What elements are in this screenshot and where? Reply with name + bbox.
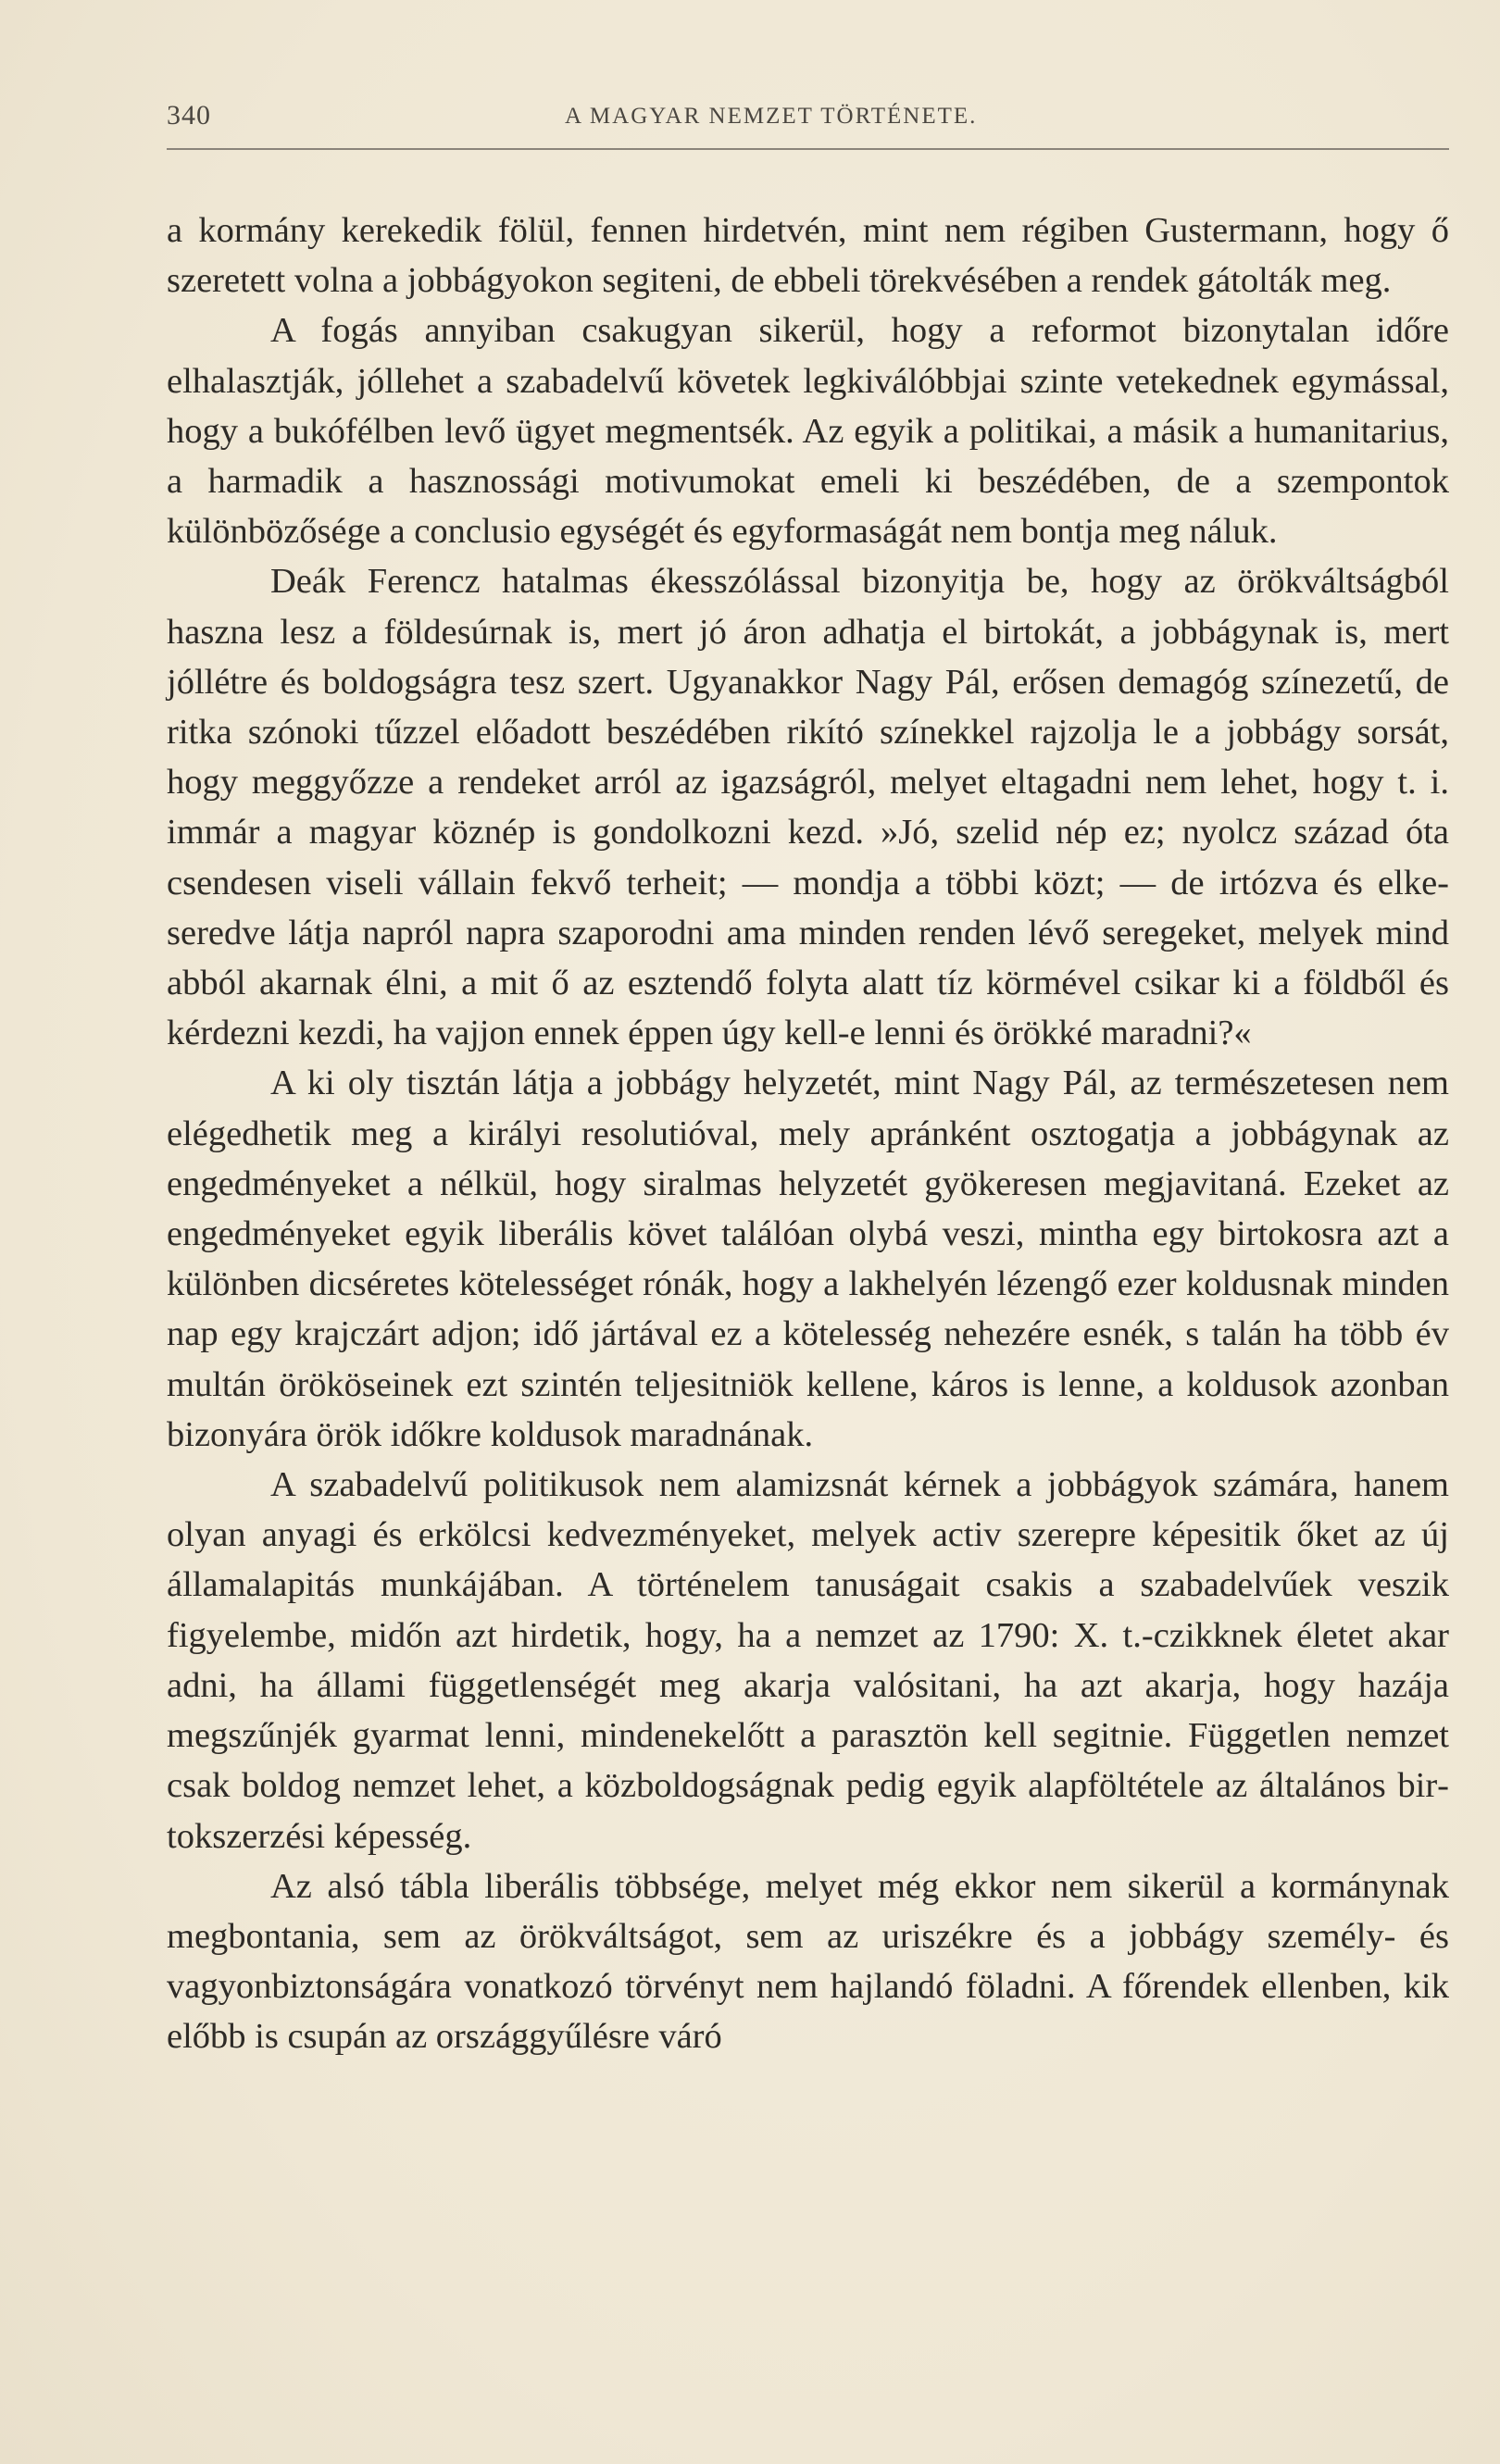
- paragraph: A fogás annyiban csakugyan sikerül, hogy a reformot bizonytalan időre elhalasztják, jóllehet a szabadelvű követek legkiválóbbjai szinte vetekednek egymással, hogy a bukófélben levő ügyet megmentsék. Az egyik a politikai, a másik a humanitarius, a harmadik a hasznossági motivumokat emeli ki beszédében, de a szempontok különbözősége a conclusio egységét és egyformaságát nem bontja meg náluk.: [167, 311, 1449, 552]
- header-rule: [167, 148, 1449, 150]
- paragraph: A ki oly tisztán látja a jobbágy helyzetét, mint Nagy Pál, az természetesen nem elégedhetik meg a királyi resolutióval, mely apránként osztogatja a jobbágynak az engedményeket a nélkül, hogy siralmas helyzetét gyökeresen megjavitaná. Ezeket az engedményeket egyik liberális követ találóan olybá veszi, mintha egy birtokosra azt a különben dicséretes kötelességet rónák, hogy a lakhelyén lézengő ezer koldusnak minden nap egy krajczárt adjon; idő jártával ez a kötelesség nehezére esnék, s talán ha több év multán örököseinek ezt szintén teljesitniök kellene, káros is lenne, a koldusok azonban bizonyára örök időkre koldusok maradnának.: [167, 1064, 1449, 1454]
- book-title: A MAGYAR NEMZET TÖRTÉNETE.: [565, 104, 978, 129]
- paragraph: a kormány kerekedik fölül, fennen hirdetvén, mint nem régiben Gustermann, hogy ő szeretett volna a jobbágyokon segiteni, de ebbeli törekvésében a rendek gátolták meg.: [167, 211, 1449, 301]
- paragraph: A szabadelvű politikusok nem alamizsnát kérnek a jobbágyok számára, hanem olyan anyagi és erkölcsi kedvezményeket, melyek activ szerepre képesitik őket az új államalapitás munkájában. A történelem tanuságait csakis a szabadelvűek veszik figyelembe, midőn azt hirdetik, hogy, ha a nemzet az 1790: X. t.-czikknek életet akar adni, ha állami függetlenségét meg akarja valósitani, ha azt akarja, hogy hazája megszűnjék gyarmat lenni, mindenekelőtt a parasztön kell segitnie. Független nemzet csak boldog nemzet lehet, a közboldogságnak pedig egyik alapföltétele az általános birtokszerzési képesség.: [167, 1465, 1449, 1856]
- paragraph: Az alsó tábla liberális többsége, melyet még ekkor nem sikerül a kormánynak megbontania, sem az örökváltságot, sem az uriszékre és a jobbágy személy- és vagyonbiztonságára vonatkozó törvényt nem hajlandó föladni. A főrendek ellenben, kik előbb is csupán az országgyűlésre váró: [167, 1866, 1449, 2057]
- running-head: [167, 100, 1449, 146]
- paragraph: Deák Ferencz hatalmas ékesszólással bizonyitja be, hogy az örökváltságból haszna lesz a földesúrnak is, mert jó áron adhatja el birtokát, a jobbágynak is, mert jóllétre és boldogságra tesz szert. Ugyanakkor Nagy Pál, erősen demagóg színezetű, de ritka szónoki tűzzel előadott beszédében rikító színekkel rajzolja le a jobbágy sorsát, hogy meggyőzze a rendeket arról az igazságról, melyet eltagadni nem lehet, hogy t. i. immár a magyar köznép is gondolkozni kezd. »Jó, szelid nép ez; nyolcz század óta csendesen viseli vállain fekvő terheit; — mondja a többi közt; — de irtózva és elkeseredve látja napról napra szaporodni ama minden renden lévő seregeket, melyek mind abból akarnak élni, a mit ő az esztendő folyta alatt tíz körmével csikar ki a földből és kérdezni kezdi, ha vajjon ennek éppen úgy kell-e lenni és örökké maradni?«: [167, 562, 1449, 1053]
- page-number: 340: [167, 100, 211, 131]
- body-text: [167, 205, 1449, 2062]
